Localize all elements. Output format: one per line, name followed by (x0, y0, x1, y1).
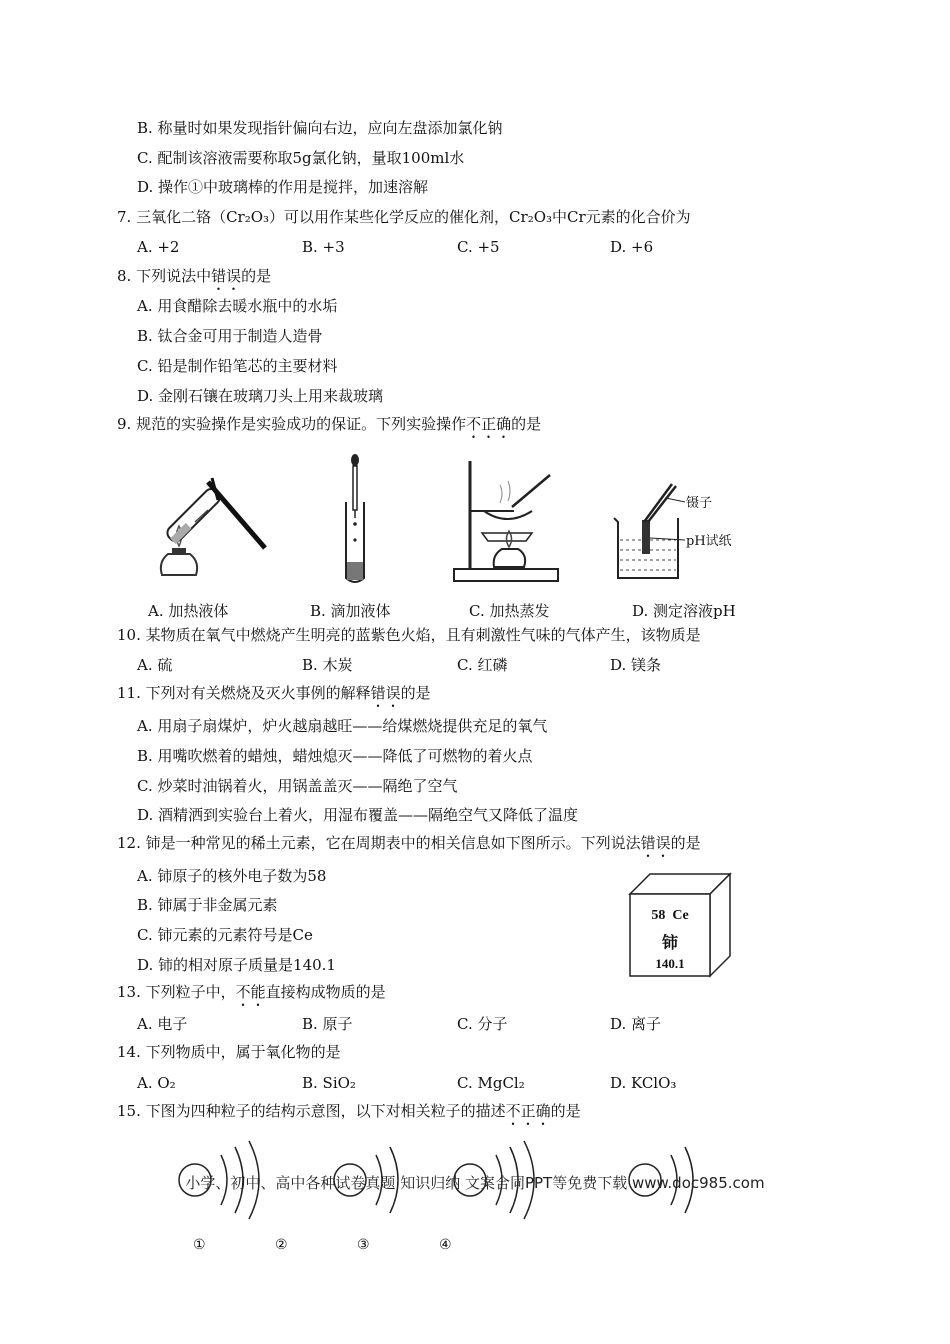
q12-option-d: D. 铈的相对原子质量是140.1 (137, 956, 336, 974)
q9-option-c: C. 加热蒸发 (469, 602, 550, 620)
q11-stem-emphasis: 错误 (370, 684, 401, 702)
q8-option-b: B. 钛合金可用于制造人造骨 (137, 327, 323, 345)
q10-option-b: B. 木炭 (302, 656, 353, 674)
q14-stem: 14. 下列物质中，属于氧化物的是 (117, 1043, 341, 1061)
q11-stem-pre: 11. 下列对有关燃烧及灭火事例的解释 (117, 684, 371, 702)
q8-option-c: C. 铅是制作铅笔芯的主要材料 (137, 357, 338, 375)
q12-option-a: A. 铈原子的核外电子数为58 (137, 867, 327, 885)
q9-stem-post: 的是 (511, 415, 542, 433)
q14-option-c: C. MgCl₂ (457, 1074, 525, 1092)
atomic-number: 58 (651, 908, 666, 923)
q12-stem-pre: 12. 铈是一种常见的稀土元素，它在周期表中的相关信息如下图所示。下列说法 (117, 834, 641, 852)
q8-option-a: A. 用食醋除去暖水瓶中的水垢 (137, 297, 338, 315)
q13-option-b: B. 原子 (302, 1015, 353, 1033)
q6-option-c: C. 配制该溶液需要称取5g氯化钠，量取100ml水 (137, 149, 465, 167)
q9-option-b: B. 滴加液体 (310, 602, 391, 620)
element-symbol: Ce (672, 908, 689, 923)
q11-option-d: D. 酒精洒到实验台上着火，用湿布覆盖——隔绝空气又降低了温度 (137, 806, 579, 824)
q12-stem-emphasis: 错误 (640, 834, 671, 852)
q10-option-d: D. 镁条 (610, 656, 662, 674)
q12-option-c: C. 铈元素的元素符号是Ce (137, 926, 313, 944)
q9-option-a: A. 加热液体 (148, 602, 229, 620)
q10-option-a: A. 硫 (137, 656, 173, 674)
q12-option-b: B. 铈属于非金属元素 (137, 896, 278, 914)
q13-option-a: A. 电子 (137, 1015, 188, 1033)
q10-stem: 10. 某物质在氧气中燃烧产生明亮的蓝紫色火焰，且有刺激性气味的气体产生，该物质是 (117, 626, 701, 644)
q11-option-b: B. 用嘴吹燃着的蜡烛，蜡烛熄灭——降低了可燃物的着火点 (137, 747, 533, 765)
q7-option-d: D. +6 (610, 238, 654, 256)
q9-option-d: D. 测定溶液pH (632, 602, 736, 620)
particle-label-1: ① (193, 1237, 206, 1253)
particle-label-3: ③ (357, 1237, 370, 1253)
ph-measurement-illustration (610, 480, 685, 585)
dropping-liquid-illustration (338, 452, 378, 587)
q15-stem-pre: 15. 下图为四种粒子的结构示意图，以下对相关粒子的描述 (117, 1102, 506, 1120)
q13-option-c: C. 分子 (457, 1015, 508, 1033)
evaporation-illustration (452, 455, 562, 585)
q8-stem-emphasis: 错误 (211, 267, 242, 285)
q12-stem-post: 的是 (670, 834, 701, 852)
q9-stem-emphasis: 不正确 (466, 415, 512, 433)
q11-option-a: A. 用扇子扇煤炉，炉火越扇越旺——给煤燃烧提供充足的氧气 (137, 717, 548, 735)
q13-option-d: D. 离子 (610, 1015, 662, 1033)
q11-option-c: C. 炒菜时油锅着火，用锅盖盖灭——隔绝了空气 (137, 777, 458, 795)
tweezers-label: 镊子 (686, 496, 713, 511)
q9-stem (117, 414, 541, 442)
ph-paper-label: pH试纸 (686, 534, 732, 549)
q13-stem-post: 直接构成物质的是 (265, 983, 386, 1001)
q8-stem-pre: 8. 下列说法中 (117, 267, 212, 285)
particle-label-4: ④ (439, 1237, 452, 1253)
q7-option-c: C. +5 (457, 238, 500, 256)
q9-stem-pre: 9. 规范的实验操作是实验成功的保证。下列实验操作 (117, 415, 467, 433)
q14-option-a: A. O₂ (137, 1074, 176, 1092)
q7-option-a: A. +2 (137, 238, 180, 256)
q7-option-b: B. +3 (302, 238, 345, 256)
q6-option-b: B. 称量时如果发现指针偏向右边，应向左盘添加氯化钠 (137, 119, 503, 137)
q12-stem (117, 833, 701, 861)
q8-stem-post: 的是 (241, 267, 272, 285)
q13-stem-emphasis: 不能 (235, 983, 266, 1001)
q11-stem (117, 683, 431, 711)
q15-stem-emphasis: 不正确 (505, 1102, 551, 1120)
element-name: 铈 (661, 933, 678, 952)
q15-stem-post: 的是 (550, 1102, 581, 1120)
heating-liquid-illustration (150, 470, 275, 585)
particle-label-2: ② (275, 1237, 288, 1253)
q13-stem (117, 982, 386, 1010)
q6-option-d: D. 操作①中玻璃棒的作用是搅拌，加速溶解 (137, 178, 429, 196)
q15-stem (117, 1101, 581, 1129)
q14-option-d: D. KClO₃ (610, 1074, 677, 1092)
page-footer: 小学、初中、高中各种试卷真题 知识归纳 文案合同PPT等免费下载 www.doc985.com (185, 1174, 765, 1192)
element-number-symbol (628, 908, 712, 924)
q8-option-d: D. 金刚石镶在玻璃刀头上用来裁玻璃 (137, 387, 384, 405)
q8-stem (117, 266, 271, 294)
q14-option-b: B. SiO₂ (302, 1074, 356, 1092)
q10-option-c: C. 红磷 (457, 656, 508, 674)
q7-stem: 7. 三氧化二铬（Cr₂O₃）可以用作某些化学反应的催化剂，Cr₂O₃中Cr元素的化合价为 (117, 208, 691, 226)
q13-stem-pre: 13. 下列粒子中， (117, 983, 236, 1001)
atomic-mass: 140.1 (655, 956, 685, 971)
q11-stem-post: 的是 (400, 684, 431, 702)
